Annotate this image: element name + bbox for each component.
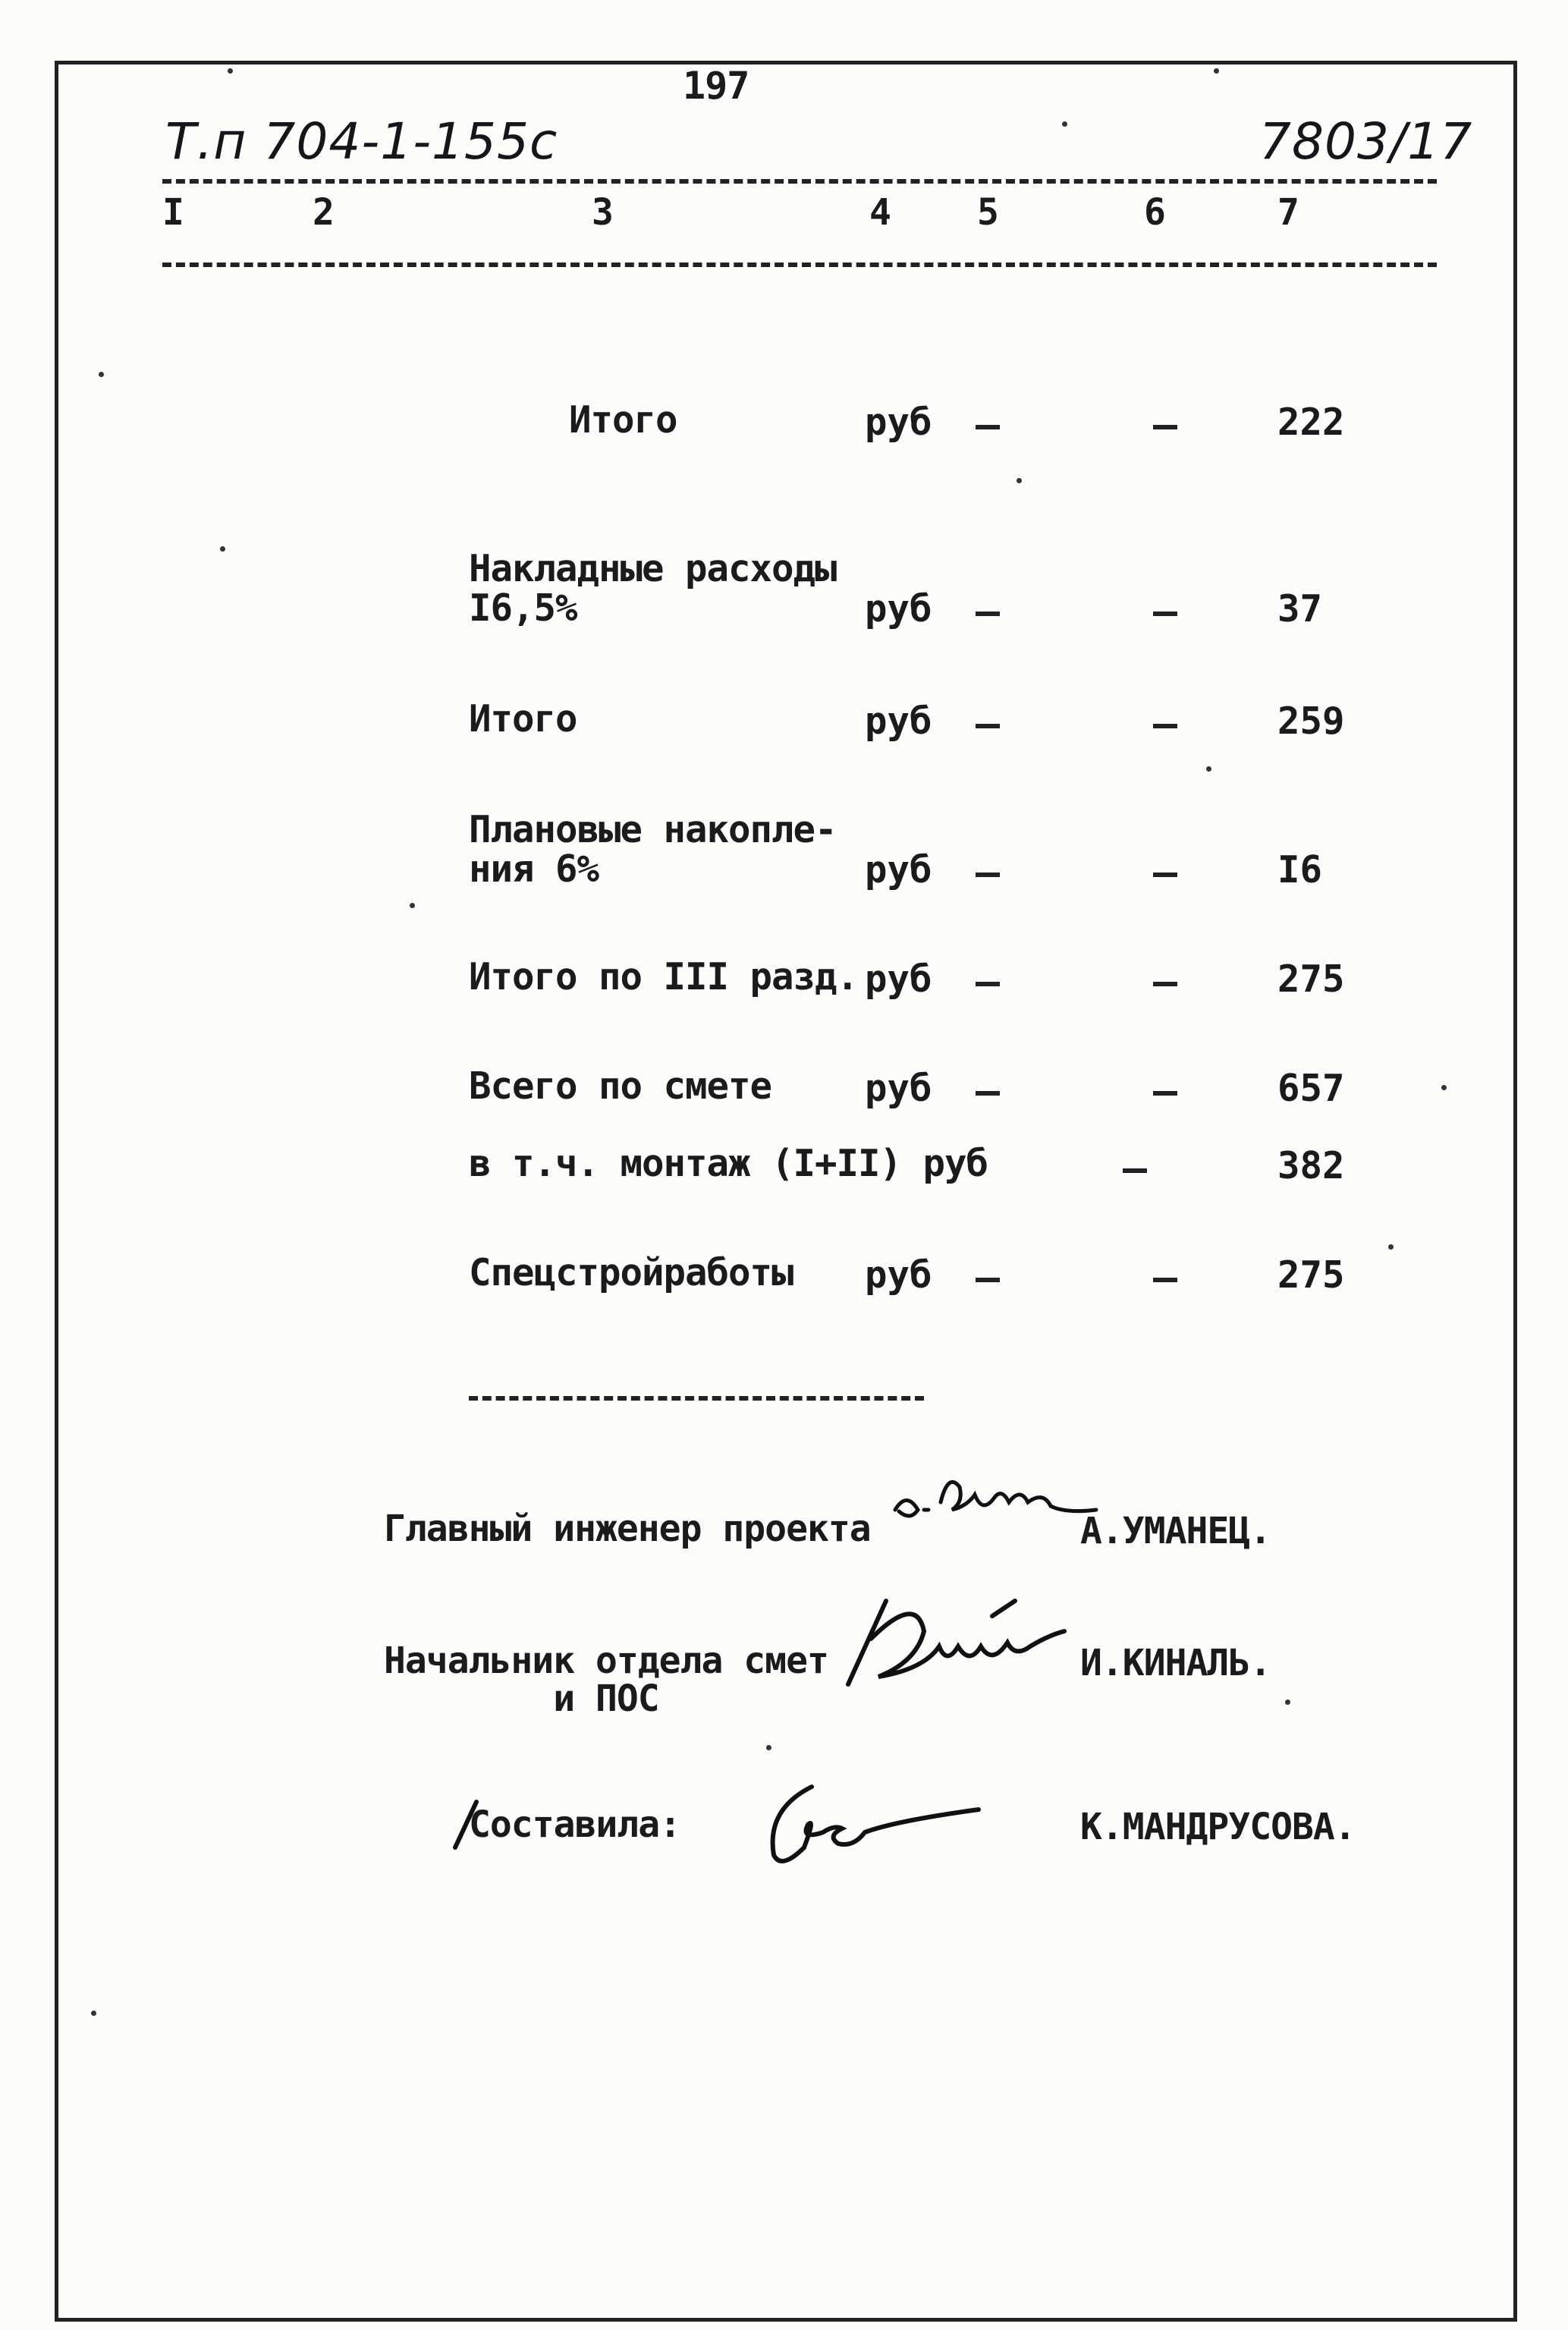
row-unit: руб: [865, 1067, 932, 1110]
scan-speck: [410, 903, 415, 908]
column-number-5: 5: [977, 191, 999, 234]
document-code: Т.п 704-1-155с: [165, 112, 558, 171]
signatory-name-chief-engineer: А.УМАНЕЦ.: [1080, 1510, 1271, 1552]
row-value: 259: [1277, 700, 1345, 743]
row-label: Итого по III разд.: [469, 955, 859, 998]
signatory-name-compiler: К.МАНДРУСОВА.: [1080, 1806, 1356, 1848]
row-label: Спецстройработы: [469, 1251, 793, 1294]
scan-speck: [220, 546, 225, 552]
row-unit: руб: [865, 848, 932, 891]
page-number: 197: [683, 64, 749, 108]
header-dashed-rule: [162, 179, 1437, 184]
row-col5-dash: [976, 1091, 1000, 1096]
row-label: Итого: [569, 398, 677, 442]
row-unit: руб: [865, 700, 932, 743]
page-frame: [55, 61, 1517, 2322]
row-value: 222: [1277, 401, 1345, 444]
row-label: Итого: [469, 697, 577, 741]
row-col6-dash: [1153, 724, 1177, 728]
scan-speck: [1206, 766, 1211, 772]
scan-speck: [1062, 121, 1067, 127]
row-col5-dash: [976, 982, 1000, 986]
column-number-1: I: [162, 191, 184, 234]
row-col5-dash: [976, 724, 1000, 728]
row-unit: руб: [865, 957, 932, 1001]
scan-speck: [1214, 68, 1219, 74]
row-col6-dash: [1153, 982, 1177, 986]
row-label: Плановые накопле- ния 6%: [469, 808, 837, 891]
row-unit: руб: [865, 1253, 932, 1297]
row-col5-dash: [976, 612, 1000, 616]
row-col5-dash: [976, 873, 1000, 877]
row-unit: руб: [865, 401, 932, 444]
row-value: 275: [1277, 1253, 1345, 1297]
scan-speck: [228, 68, 233, 74]
row-col5-dash: [976, 1278, 1000, 1282]
totals-dashed-rule: [469, 1396, 924, 1401]
row-label: в т.ч. монтаж (I+II) руб: [469, 1142, 988, 1185]
column-number-6: 6: [1144, 191, 1166, 234]
signature-estimate-head: [841, 1586, 1091, 1700]
scan-speck: [766, 1745, 771, 1750]
row-col6-dash: [1123, 1168, 1147, 1173]
column-number-3: 3: [592, 191, 614, 234]
scan-speck: [1388, 1244, 1394, 1250]
row-col6-dash: [1153, 425, 1177, 429]
row-value: I6: [1277, 848, 1323, 891]
row-col5-dash: [976, 425, 1000, 429]
row-col6-dash: [1153, 1278, 1177, 1282]
row-unit: руб: [865, 587, 932, 630]
column-number-4: 4: [869, 191, 891, 234]
row-label: Всего по смете: [469, 1064, 772, 1108]
scan-speck: [99, 372, 104, 377]
row-value: 275: [1277, 957, 1345, 1001]
signatory-role-estimate-head: Начальник отдела смет и ПОС: [384, 1640, 828, 1721]
row-value: 37: [1277, 587, 1323, 630]
signatory-role-compiler: Составила:: [469, 1803, 680, 1846]
row-col6-dash: [1153, 873, 1177, 877]
columns-dashed-rule: [162, 263, 1437, 267]
signatory-name-estimate-head: И.КИНАЛЬ.: [1080, 1642, 1271, 1684]
row-label: Накладные расходы I6,5%: [469, 547, 837, 630]
row-value: 382: [1277, 1144, 1345, 1187]
scan-speck: [1441, 1085, 1447, 1090]
row-value: 657: [1277, 1067, 1345, 1110]
signatory-role-chief-engineer: Главный инженер проекта: [384, 1508, 871, 1550]
scan-speck: [91, 2011, 96, 2016]
sheet-code: 7803/17: [1259, 112, 1473, 171]
column-number-2: 2: [313, 191, 335, 234]
row-col6-dash: [1153, 1091, 1177, 1096]
signature-compiler: [759, 1775, 986, 1882]
scan-speck: [1017, 478, 1022, 483]
row-col6-dash: [1153, 612, 1177, 616]
column-number-7: 7: [1277, 191, 1299, 234]
scan-speck: [1285, 1700, 1290, 1705]
